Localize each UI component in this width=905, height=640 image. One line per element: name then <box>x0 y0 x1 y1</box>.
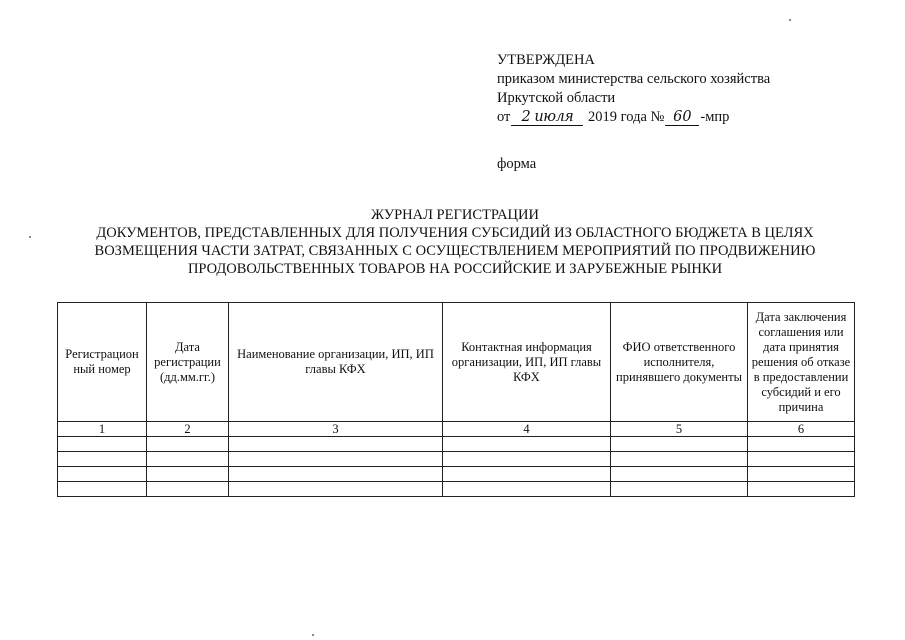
table-cell <box>147 437 229 452</box>
table-cell <box>58 467 147 482</box>
column-number: 3 <box>229 422 443 437</box>
table-cell <box>58 482 147 497</box>
table-cell <box>611 437 748 452</box>
table-cell <box>229 482 443 497</box>
approval-stamp <box>497 51 770 127</box>
table-row <box>58 437 855 452</box>
scan-speck <box>312 634 314 636</box>
table-row <box>58 482 855 497</box>
number-suffix: -мпр <box>700 109 730 125</box>
table-header-row <box>58 303 855 422</box>
title-line-1: ЖУРНАЛ РЕГИСТРАЦИИ <box>371 207 539 223</box>
table-cell <box>147 467 229 482</box>
form-label: форма <box>497 156 537 172</box>
registration-journal-table <box>57 302 855 497</box>
approval-date-line <box>497 108 770 127</box>
approval-region-line: Иркутской области <box>497 90 616 106</box>
title-line-3: ВОЗМЕЩЕНИЯ ЧАСТИ ЗАТРАТ, СВЯЗАННЫХ С ОСУЩЕСТВЛЕНИЕМ МЕРОПРИЯТИЙ ПО ПРОДВИЖЕНИЮ <box>94 243 816 259</box>
approval-order-line: приказом министерства сельского хозяйства <box>497 71 771 87</box>
scan-speck <box>789 19 791 21</box>
table-cell <box>748 467 855 482</box>
scan-speck <box>29 236 31 238</box>
title-line-4: ПРОДОВОЛЬСТВЕННЫХ ТОВАРОВ НА РОССИЙСКИЕ И ЗАРУБЕЖНЫЕ РЫНКИ <box>187 261 723 277</box>
year-text: 2019 года № <box>588 109 665 125</box>
header-decision-date: Дата заключения соглашения или дата принятия решения об отказе в предоставлении субсидий и его причина <box>748 303 855 422</box>
table-cell <box>229 467 443 482</box>
table-cell <box>611 452 748 467</box>
column-number-row <box>58 422 855 437</box>
header-reg-date: Дата регистрации (дд.мм.гг.) <box>147 303 229 422</box>
date-prefix: от <box>497 109 511 125</box>
header-contact-info: Контактная информация организации, ИП, ИП главы КФХ <box>443 303 611 422</box>
table-row <box>58 452 855 467</box>
table-cell <box>748 452 855 467</box>
table-row <box>58 467 855 482</box>
table-cell <box>229 437 443 452</box>
column-number: 1 <box>58 422 147 437</box>
column-number: 6 <box>748 422 855 437</box>
header-responsible-person: ФИО ответственного исполнителя, принявшего документы <box>611 303 748 422</box>
document-title <box>40 206 870 278</box>
table-cell <box>58 452 147 467</box>
table-cell <box>611 482 748 497</box>
table-cell <box>58 437 147 452</box>
handwritten-number: 60 <box>665 110 699 126</box>
table-cell <box>147 452 229 467</box>
column-number: 4 <box>443 422 611 437</box>
table-cell <box>611 467 748 482</box>
handwritten-date: 2 июля <box>511 110 583 126</box>
column-number: 2 <box>147 422 229 437</box>
table-cell <box>229 452 443 467</box>
header-reg-number: Регистрацион ный номер <box>58 303 147 422</box>
table-cell <box>443 437 611 452</box>
table-cell <box>748 482 855 497</box>
table-cell <box>443 452 611 467</box>
table-cell <box>443 482 611 497</box>
column-number: 5 <box>611 422 748 437</box>
table-cell <box>443 467 611 482</box>
approval-title: УТВЕРЖДЕНА <box>497 52 595 68</box>
table-cell <box>147 482 229 497</box>
title-line-2: ДОКУМЕНТОВ, ПРЕДСТАВЛЕННЫХ ДЛЯ ПОЛУЧЕНИЯ СУБСИДИЙ ИЗ ОБЛАСТНОГО БЮДЖЕТА В ЦЕЛЯХ <box>96 225 814 241</box>
header-org-name: Наименование организации, ИП, ИП главы КФХ <box>229 303 443 422</box>
table-cell <box>748 437 855 452</box>
